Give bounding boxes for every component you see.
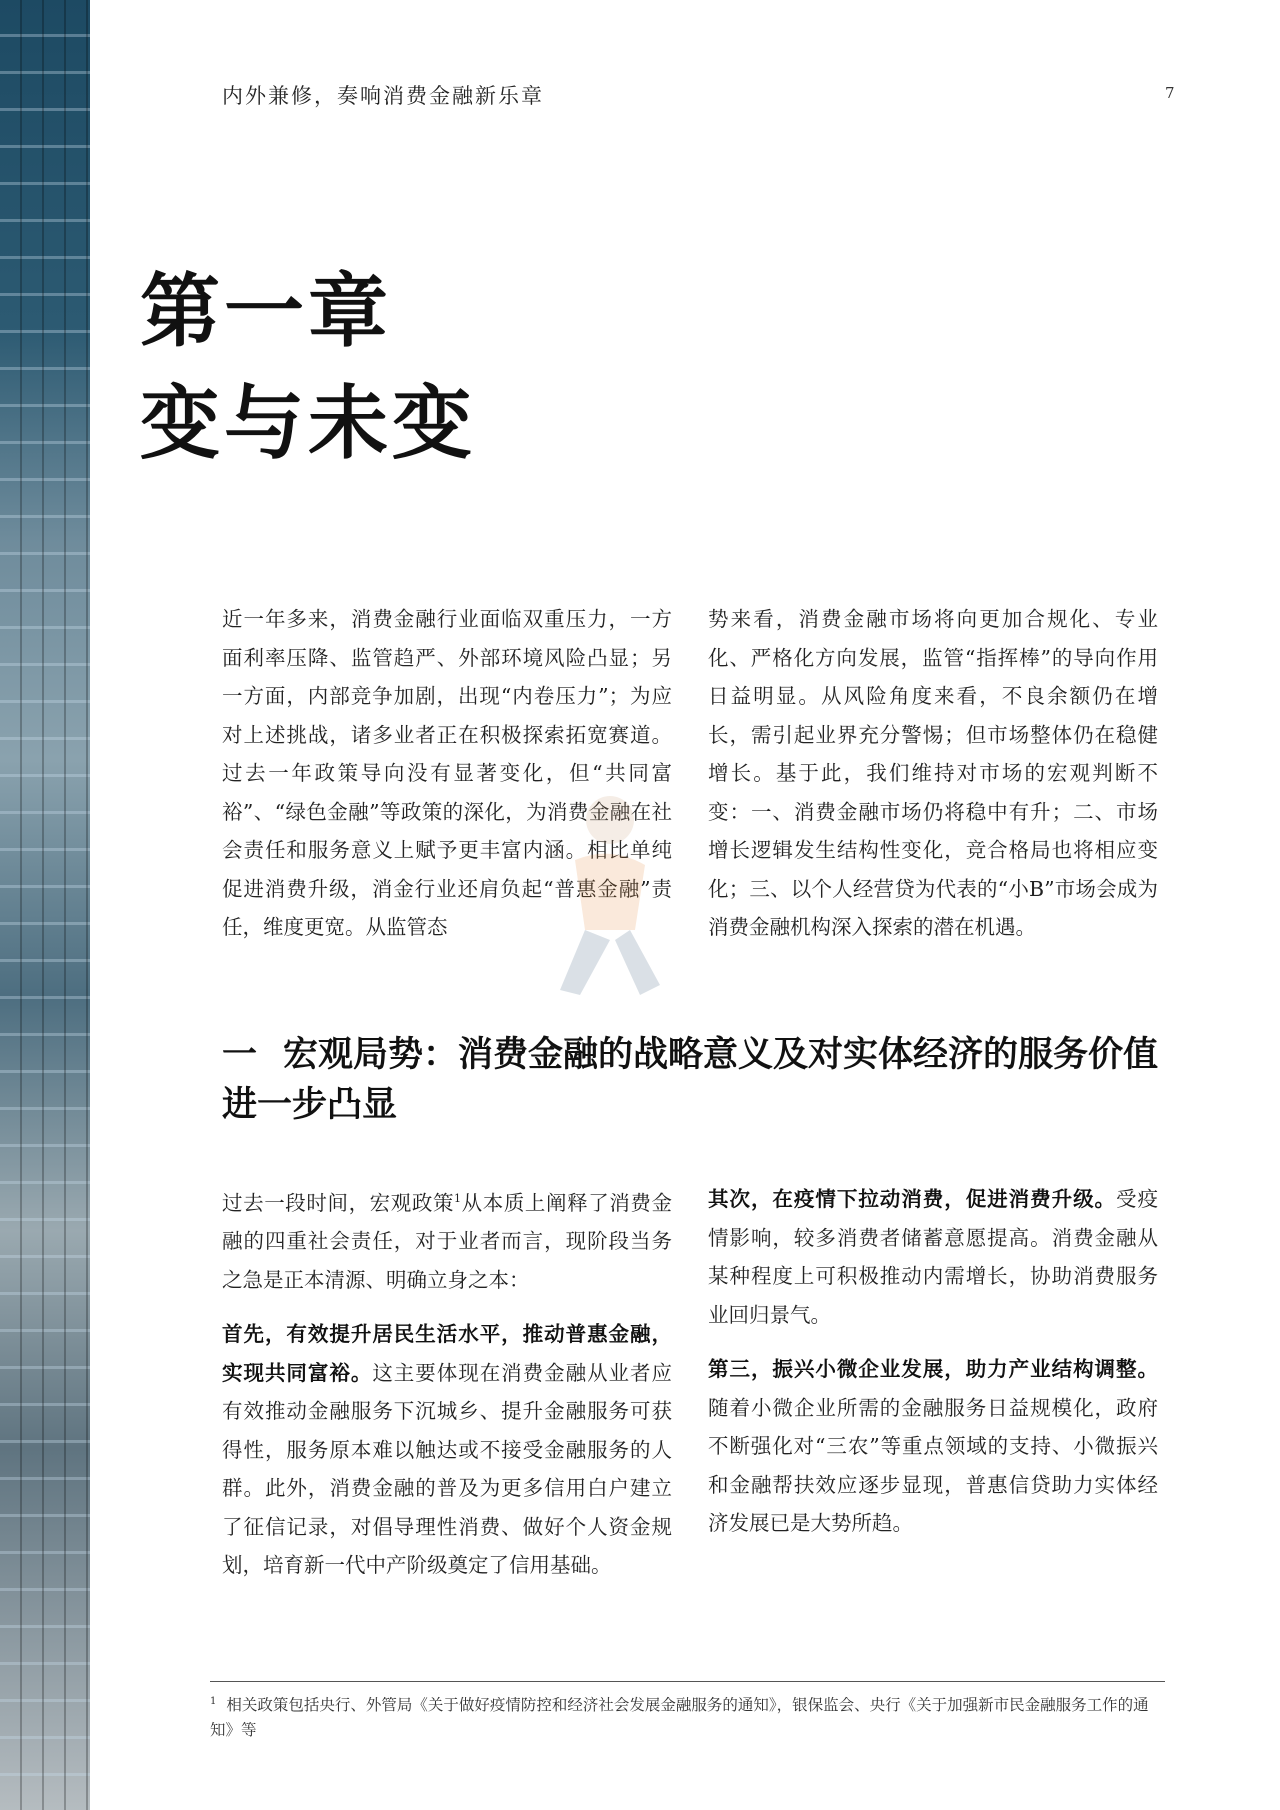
footnote-mark: 1 [210, 1696, 217, 1707]
intro-right-text: 势来看，消费金融市场将向更加合规化、专业化、严格化方向发展，监管“指挥棒”的导向作用日益明显。从风险角度来看，不良余额仍在增长，需引起业界充分警惕；但市场整体仍在稳健增长。基于此，我们维持对市场的宏观判断不变：一、消费金融市场仍将稳中有升；二、市场增长逻辑发生结构性变化，竞合格局也将相应变化；三、以个人经营贷为代表的“小B”市场会成为消费金融机构深入探索的潜在机遇。 [708, 607, 1158, 939]
paragraph-second-lead: 其次，在疫情下拉动消费，促进消费升级。 [708, 1187, 1117, 1211]
section-right-column [708, 1180, 1158, 1543]
paragraph-first-body: 这主要体现在消费金融从业者应有效推动金融服务下沉城乡、提升金融服务可获得性，服务原本难以触达或不接受金融服务的人群。此外，消费金融的普及为更多信用白户建立了征信记录，对倡导理性消费、做好个人资金规划，培育新一代中产阶级奠定了信用基础。 [222, 1360, 673, 1578]
section-left-column [222, 1180, 672, 1585]
footnote-divider [210, 1681, 1165, 1682]
page-number: 7 [1165, 84, 1175, 102]
chapter-title [140, 255, 476, 479]
runner-watermark-icon [530, 790, 680, 1000]
footnote-ref[interactable]: 1 [454, 1192, 462, 1205]
sidebar-photo [0, 0, 90, 1810]
section-heading [222, 1030, 1182, 1130]
running-head: 内外兼修，奏响消费金融新乐章 [222, 84, 544, 108]
paragraph-first-lead: 首先，有效提升居民生活水平，推动普惠金融，实现共同富裕。 [222, 1322, 672, 1385]
paragraph-second-body: 受疫情影响，较多消费者储蓄意愿提高。消费金融从某种程度上可积极推动内需增长，协助消费服务业回归景气。 [708, 1187, 1159, 1327]
intro-left-text: 近一年多来，消费金融行业面临双重压力，一方面利率压降、监管趋严、外部环境风险凸显；另一方面，内部竞争加剧，出现“内卷压力”；为应对上述挑战，诸多业者正在积极探索拓宽赛道。过去一年政策导向没有显著变化，但“共同富裕”、“绿色金融”等政策的深化，为消费金融在社会责任和服务意义上赋予更丰富内涵。相比单纯促进消费升级，消金行业还肩负起“普惠金融”责任，维度更宽。从监管态 [222, 607, 672, 939]
paragraph-third-lead: 第三，振兴小微企业发展，助力产业结构调整。 [708, 1357, 1158, 1381]
paragraph-first [222, 1315, 672, 1585]
footnote-text: 相关政策包括央行、外管局《关于做好疫情防控和经济社会发展金融服务的通知》，银保监会、央行《关于加强新市民金融服务工作的通知》等 [210, 1696, 1149, 1740]
paragraph-second [708, 1180, 1158, 1334]
intro-right-column [708, 600, 1158, 947]
paragraph-third [708, 1350, 1158, 1543]
section-intro-paragraph: 过去一段时间，宏观政策$^1$从本质上阐释了消费金融的四重社会责任，对于业者而言，现阶段当务之急是正本清源、明确立身之本： [222, 1190, 672, 1292]
paragraph-third-body: 随着小微企业所需的金融服务日益规模化，政府不断强化对“三农”等重点领域的支持、小微振兴和金融帮扶效应逐步显现，普惠信贷助力实体经济发展已是大势所趋。 [708, 1395, 1158, 1535]
section-number: 一 [222, 1034, 258, 1075]
footnote [210, 1689, 1170, 1743]
chapter-number: 第一章 [140, 264, 392, 358]
section-title: 宏观局势：消费金融的战略意义及对实体经济的服务价值进一步凸显 [222, 1034, 1159, 1125]
chapter-name: 变与未变 [140, 376, 476, 470]
